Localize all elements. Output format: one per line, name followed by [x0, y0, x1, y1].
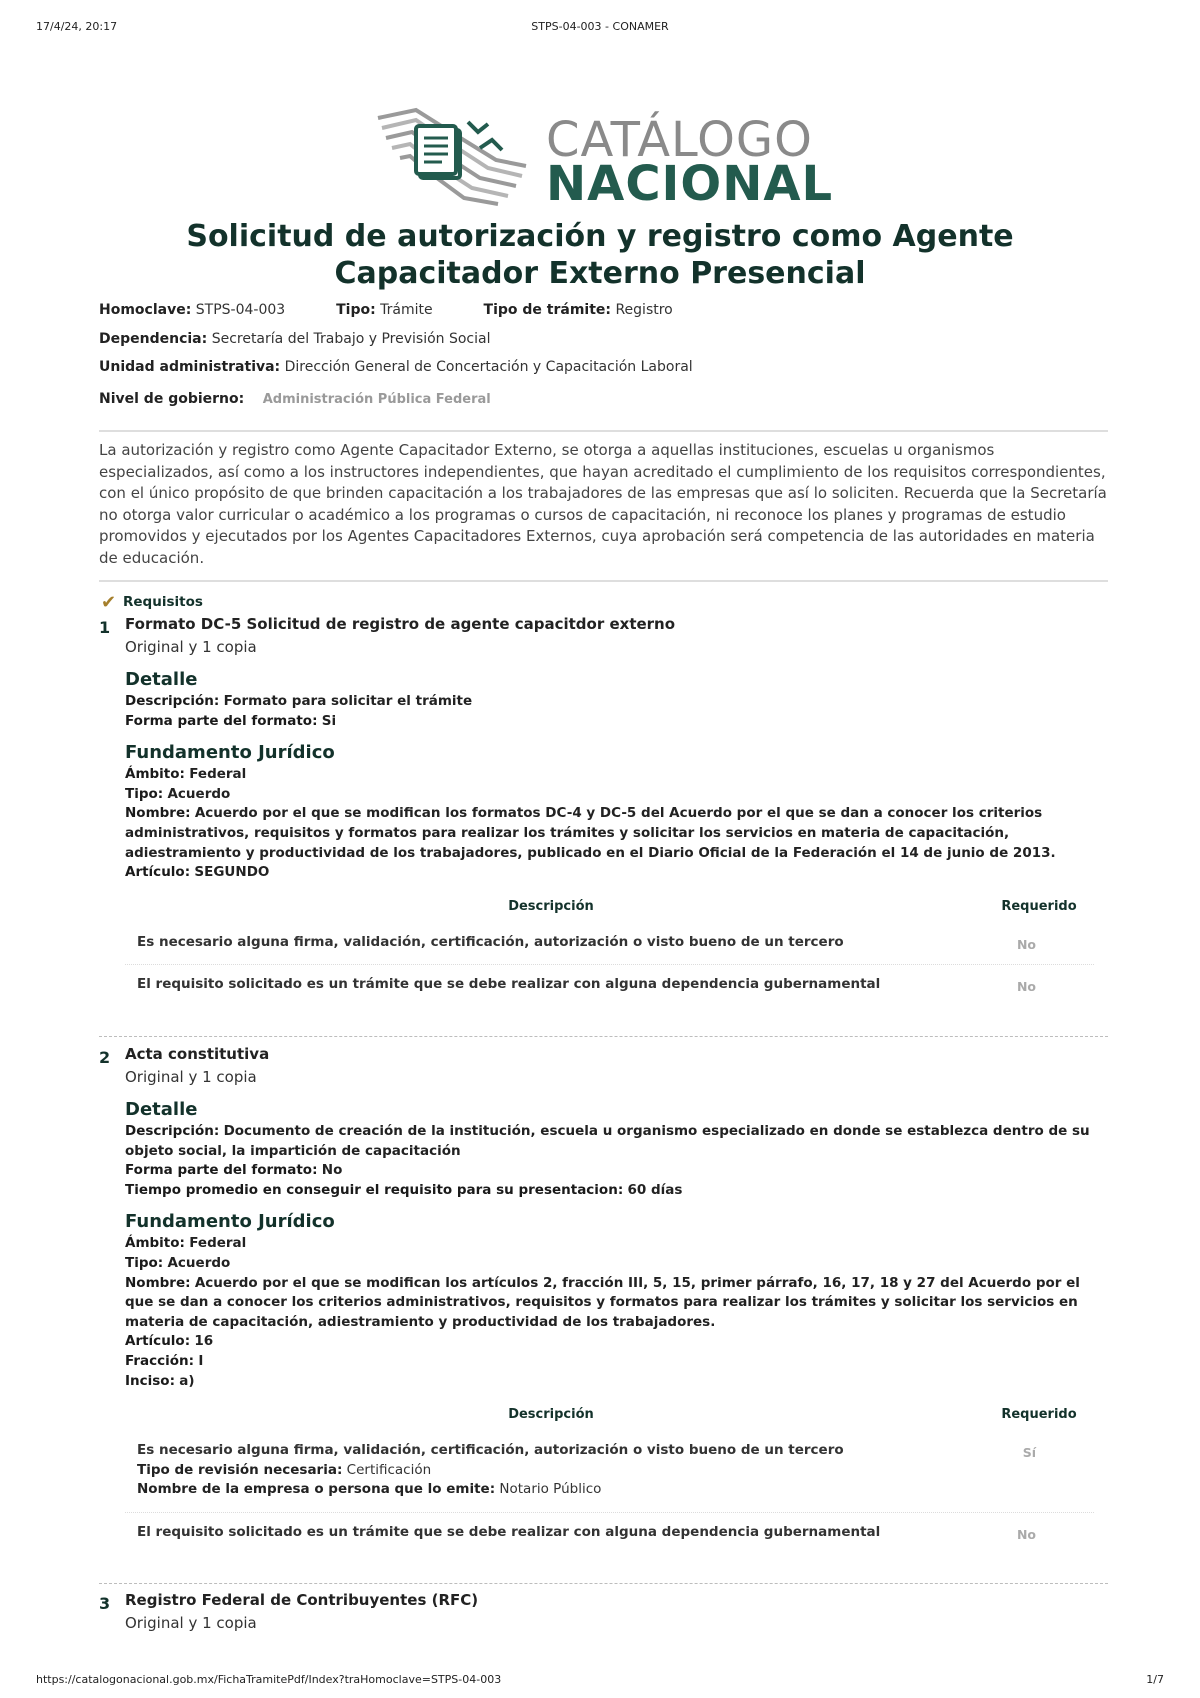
meta-row-dependencia — [99, 331, 490, 347]
requirement-number: 1 — [99, 618, 111, 637]
print-title: STPS-04-003 - CONAMER — [531, 20, 669, 33]
requirement-item — [99, 614, 1108, 1007]
meta-row-unidad — [99, 359, 693, 375]
tipo-value: Acuerdo — [167, 785, 231, 802]
logo-map-icon — [376, 104, 546, 212]
fundamento-nombre — [125, 804, 1108, 863]
fundamento-inciso — [125, 1372, 1108, 1392]
tipo-tramite-value: Registro — [615, 302, 673, 318]
requirement-copies: Original y 1 copia — [125, 1614, 257, 1632]
articulo-label: Artículo: — [125, 1333, 191, 1350]
dependencia-label: Dependencia: — [99, 331, 208, 347]
descripcion-label: Descripción: — [125, 693, 220, 709]
col-descripcion: Descripción — [508, 898, 594, 914]
requirement-title: Acta constitutiva — [125, 1045, 270, 1063]
tipo-revision-label: Tipo de revisión necesaria: — [137, 1461, 343, 1478]
tipo-tramite-label: Tipo de trámite: — [483, 302, 611, 318]
requirement-number: 3 — [99, 1594, 111, 1613]
logo-text-catalogo: CATÁLOGO — [546, 112, 813, 168]
detalle-forma-parte — [125, 1161, 1108, 1181]
requirement-copies: Original y 1 copia — [125, 1068, 257, 1086]
tiempo-value: 60 días — [627, 1181, 683, 1198]
table-row — [125, 965, 1094, 1007]
tipo-label: Tipo: — [125, 785, 164, 802]
fraccion-label: Fracción: — [125, 1352, 195, 1369]
row-nombre-empresa — [137, 1480, 964, 1500]
articulo-value: 16 — [194, 1333, 214, 1350]
print-header — [36, 20, 1164, 36]
print-date: 17/4/24, 20:17 — [36, 20, 118, 33]
ambito-label: Ámbito: — [125, 766, 185, 783]
detalle-forma-parte — [125, 712, 1108, 732]
nivel-value: Administración Pública Federal — [262, 392, 491, 407]
articulo-value: SEGUNDO — [194, 864, 270, 881]
col-requerido: Requerido — [1001, 898, 1077, 914]
fundamento-tipo — [125, 785, 1108, 805]
fundamento-articulo — [125, 863, 1108, 883]
inciso-label: Inciso: — [125, 1372, 175, 1389]
print-url: https://catalogonacional.gob.mx/FichaTramitePdf/Index?traHomoclave=STPS-04-003 — [36, 1673, 502, 1686]
unidad-label: Unidad administrativa: — [99, 359, 281, 375]
fundamento-heading: Fundamento Jurídico — [125, 1211, 335, 1233]
requirement-separator — [99, 1036, 1108, 1037]
checkmark-icon: ✔ — [101, 592, 117, 613]
detalle-tiempo — [125, 1181, 1108, 1201]
requirement-number: 2 — [99, 1048, 111, 1067]
nombre-empresa-label: Nombre de la empresa o persona que lo emite: — [137, 1481, 496, 1498]
detalle-descripcion — [125, 692, 1108, 712]
page-title: Solicitud de autorización y registro como Agente Capacitador Externo Presencial — [186, 219, 1014, 291]
meta-row-nivel — [99, 391, 491, 407]
requirement-table — [125, 1403, 1094, 1554]
detalle-heading: Detalle — [125, 1099, 198, 1120]
nombre-label: Nombre: — [125, 805, 191, 822]
fundamento-heading: Fundamento Jurídico — [125, 742, 335, 764]
divider — [99, 430, 1108, 432]
forma-parte-value: Si — [321, 712, 337, 729]
descripcion-value: Documento de creación de la institución, escuela u organismo especializado en donde se establezca dentro de su objeto social, la impartición de capacitación — [125, 1123, 1090, 1159]
row-question: Es necesario alguna firma, validación, certificación, autorización o visto bueno de un tercero — [137, 1442, 844, 1459]
requirement-item — [99, 1590, 1108, 1634]
detalle-heading: Detalle — [125, 669, 198, 690]
requirement-item — [99, 1044, 1108, 1554]
table-row — [125, 923, 1094, 966]
tramite-description: La autorización y registro como Agente Capacitador Externo, se otorga a aquellas instituciones, escuelas u organismos especializados, así como a los instructores independientes, que hayan acreditado el cumplimiento de los requisitos correspondientes, con el único propósito de que brinden capacitación a los trabajadores de las empresas que así lo soliciten. Recuerda que la Secretaría no otorga valor curricular o académico a los programas o cursos de capacitación, ni reconoce los planes y programas de estudio promovidos y ejecutados por los Agentes Capacitadores Externos, cuya aprobación será competencia de las autoridades en materia de educación. — [99, 441, 1107, 567]
table-row — [125, 1431, 1094, 1513]
tipo-value: Acuerdo — [167, 1254, 231, 1271]
catalogo-nacional-logo — [376, 104, 836, 212]
forma-parte-label: Forma parte del formato: — [125, 712, 318, 729]
unidad-value: Dirección General de Concertación y Capacitación Laboral — [284, 359, 693, 375]
table-row — [125, 1513, 1094, 1555]
meta-row-ids — [99, 302, 673, 318]
logo-text-nacional: NACIONAL — [546, 156, 834, 212]
nombre-value: Acuerdo por el que se modifican los artículos 2, fracción III, 5, 15, primer párrafo, 16, 17, 18 y 27 del Acuerdo por el que se dan a conocer los criterios administrativos, requisitos y formatos para realizar los trámites y solicitar los servicios en materia de capacitación, adiestramiento y productividad de los trabajadores. — [125, 1274, 1080, 1330]
page-number: 1/7 — [1146, 1673, 1164, 1686]
forma-parte-label: Forma parte del formato: — [125, 1162, 318, 1179]
fundamento-fraccion — [125, 1352, 1108, 1372]
tipo-revision-value: Certificación — [346, 1461, 432, 1478]
nombre-value: Acuerdo por el que se modifican los formatos DC-4 y DC-5 del Acuerdo por el que se dan a conocer los criterios administrativos, requisitos y formatos para realizar los trámites y solicitar los servicios en materia de capacitación, adiestramiento y productividad de los trabajadores, publicado en el Diario Oficial de la Federación el 14 de junio de 2013. — [125, 805, 1056, 861]
row-value: No — [1016, 1526, 1036, 1542]
table-header — [125, 1403, 1094, 1431]
row-value: Sí — [1022, 1445, 1036, 1461]
requisitos-heading — [101, 592, 203, 613]
print-footer — [36, 1673, 1164, 1689]
row-value: No — [1016, 979, 1036, 995]
nombre-empresa-value: Notario Público — [499, 1481, 602, 1498]
inciso-value: a) — [179, 1372, 195, 1389]
fundamento-nombre — [125, 1274, 1108, 1333]
divider — [99, 580, 1108, 582]
fundamento-tipo — [125, 1254, 1108, 1274]
col-descripcion: Descripción — [508, 1407, 594, 1423]
requirement-table — [125, 895, 1094, 1007]
tipo-label: Tipo: — [125, 1254, 164, 1271]
fundamento-ambito — [125, 765, 1108, 785]
fundamento-ambito — [125, 1234, 1108, 1254]
table-header — [125, 895, 1094, 923]
fundamento-articulo — [125, 1332, 1108, 1352]
dependencia-value: Secretaría del Trabajo y Previsión Social — [211, 331, 491, 347]
ambito-value: Federal — [189, 766, 247, 783]
row-tipo-revision — [137, 1461, 964, 1481]
ambito-label: Ámbito: — [125, 1235, 185, 1252]
row-value: No — [1016, 936, 1036, 952]
nombre-label: Nombre: — [125, 1274, 191, 1291]
homoclave-label: Homoclave: — [99, 302, 192, 318]
row-question: Es necesario alguna firma, validación, certificación, autorización o visto bueno de un tercero — [137, 933, 844, 950]
requirement-copies: Original y 1 copia — [125, 638, 257, 656]
requirement-separator — [99, 1583, 1108, 1584]
fraccion-value: I — [198, 1352, 204, 1369]
row-question: El requisito solicitado es un trámite que se debe realizar con alguna dependencia gubernamental — [137, 976, 881, 993]
descripcion-label: Descripción: — [125, 1123, 220, 1139]
forma-parte-value: No — [321, 1162, 343, 1179]
requisitos-label: Requisitos — [123, 594, 203, 610]
detalle-descripcion — [125, 1122, 1108, 1161]
tiempo-label: Tiempo promedio en conseguir el requisito para su presentacion: — [125, 1181, 624, 1198]
ambito-value: Federal — [189, 1235, 247, 1252]
homoclave-value: STPS-04-003 — [195, 302, 286, 318]
articulo-label: Artículo: — [125, 864, 191, 881]
tipo-value: Trámite — [380, 302, 433, 318]
tipo-label: Tipo: — [336, 302, 376, 318]
requirement-title: Registro Federal de Contribuyentes (RFC) — [125, 1591, 479, 1609]
requirement-title: Formato DC-5 Solicitud de registro de agente capacitdor externo — [125, 615, 676, 633]
col-requerido: Requerido — [1001, 1407, 1077, 1423]
row-question: El requisito solicitado es un trámite que se debe realizar con alguna dependencia gubernamental — [137, 1523, 881, 1540]
nivel-label: Nivel de gobierno: — [99, 391, 245, 407]
descripcion-value: Formato para solicitar el trámite — [223, 693, 473, 709]
